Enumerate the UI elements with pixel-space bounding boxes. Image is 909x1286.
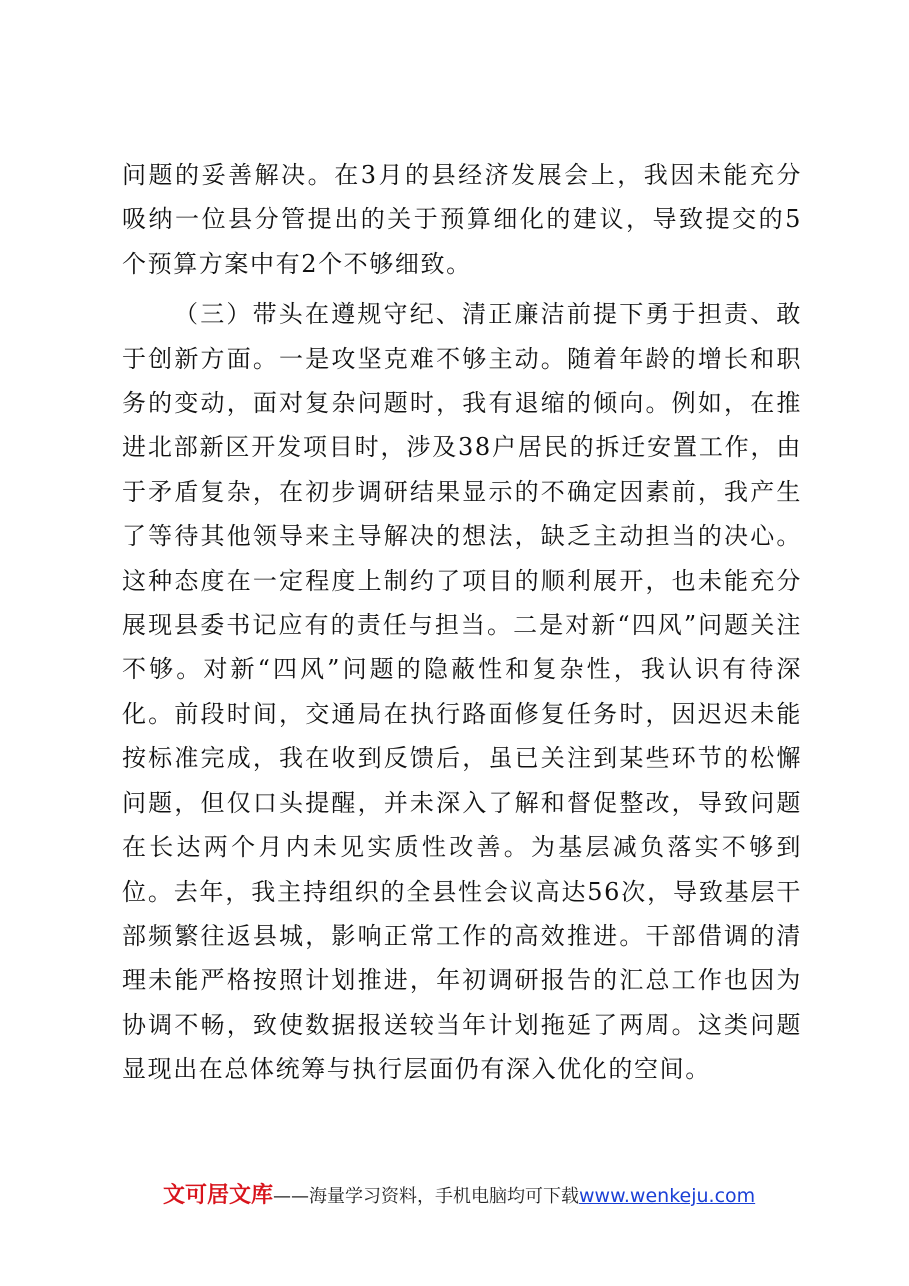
paragraph-section-three: （三）带头在遵规守纪、清正廉洁前提下勇于担责、敢于创新方面。一是攻坚克难不够主动。随着年龄的增长和职务的变动，面对复杂问题时，我有退缩的倾向。例如，在推进北部新区开发项目时，涉及38户居民的拆迁安置工作，由于矛盾复杂，在初步调研结果显示的不确定因素前，我产生了等待其他领导来主导解决的想法，缺乏主动担当的决心。这种态度在一定程度上制约了项目的顺利展开，也未能充分展现县委书记应有的责任与担当。二是对新“四风”问题关注不够。对新“四风”问题的隐蔽性和复杂性，我认识有待深化。前段时间，交通局在执行路面修复任务时，因迟迟未能按标准完成，我在收到反馈后，虽已关注到某些环节的松懈问题，但仅口头提醒，并未深入了解和督促整改，导致问题在长达两个月内未见实质性改善。为基层减负落实不够到位。去年，我主持组织的全县性会议高达56次，导致基层干部频繁往返县城，影响正常工作的高效推进。干部借调的清理未能严格按照计划推进，年初调研报告的汇总工作也因为协调不畅，致使数据报送较当年计划拖延了两周。这类问题显现出在总体统筹与执行层面仍有深入优化的空间。 xyxy=(122,300,802,1084)
footer-dash: —— xyxy=(273,1186,310,1207)
footer-banner xyxy=(163,1178,783,1215)
paragraph-continuation: 问题的妥善解决。在3月的县经济发展会上，我因未能充分吸纳一位县分管提出的关于预算细化的建议，导致提交的5个预算方案中有2个不够细致。 xyxy=(122,161,802,278)
document-body xyxy=(122,153,802,1092)
footer-brand: 文可居文库 xyxy=(163,1183,274,1208)
footer-tagline: 海量学习资料，手机电脑均可下载 xyxy=(309,1186,580,1207)
footer-url-link[interactable]: www.wenkeju.com xyxy=(579,1185,756,1207)
